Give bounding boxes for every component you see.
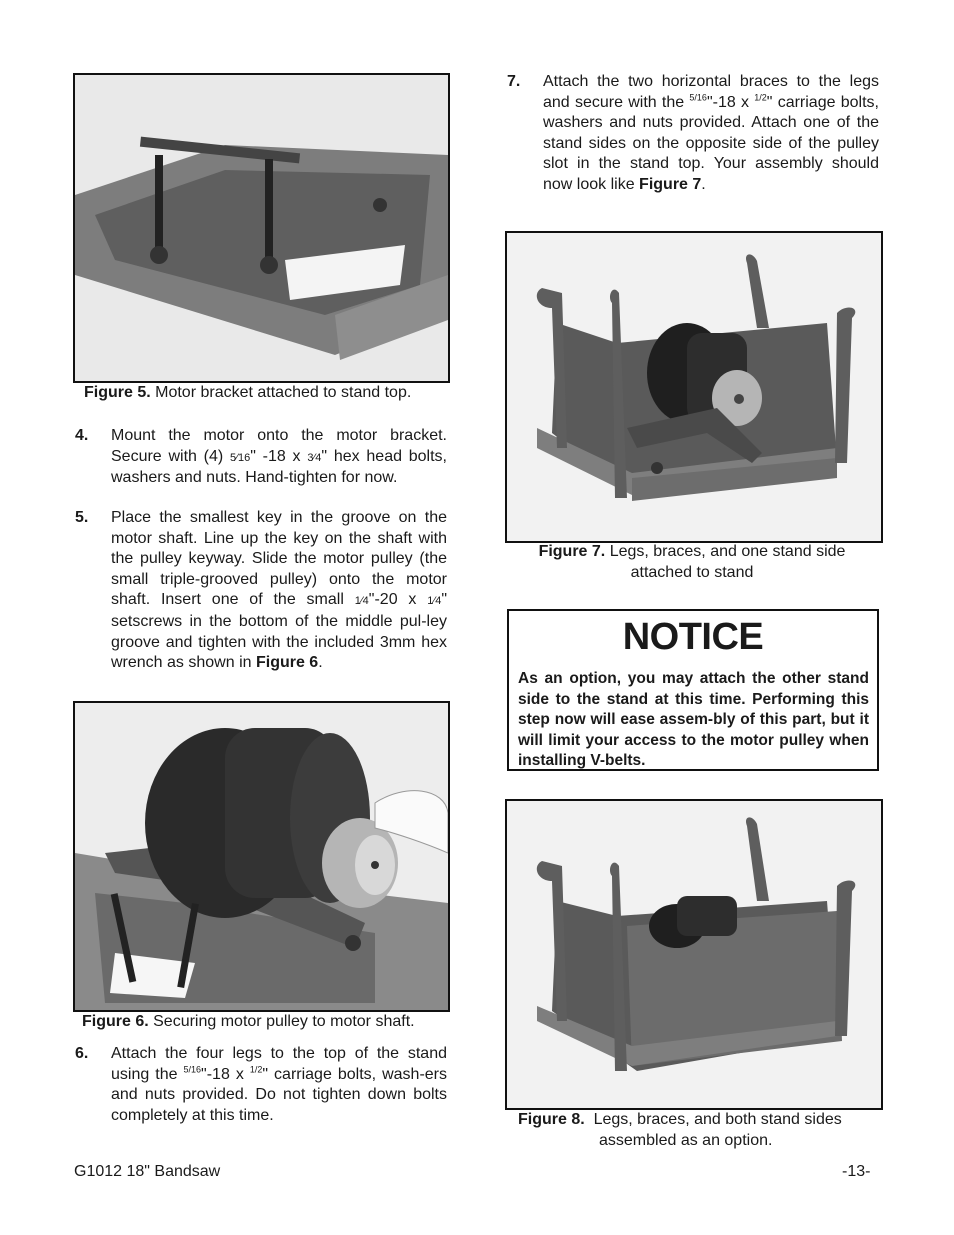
figure-7-label: Figure 7.: [538, 543, 606, 560]
notice-body: As an option, you may attach the other stand side to the stand at this time. Performing this step now will ease assem-bly of this part, but it will limit your access to the motor pulley when installing V-belts.: [518, 670, 869, 770]
figure-5-photo: [73, 73, 450, 383]
figure-6-reference: Figure 6: [255, 654, 319, 672]
step-text: Attach the four legs to the top of the stand using the $^{5/16}$"-18 x $^{1/2}$" carriage bolts, wash-ers and nuts provided. Do not tighten down bolts completely at this time.: [111, 1045, 447, 1124]
footer-title: G1012 18" Bandsaw: [74, 1163, 221, 1180]
step-number: 5.: [75, 509, 89, 526]
figure-8-photo: [505, 799, 883, 1110]
figure-7-text-line2: attached to stand: [630, 564, 754, 581]
figure-7-caption: [505, 541, 879, 583]
figure-8-text-line2: assembled as an option.: [599, 1132, 773, 1149]
figure-6-label: Figure 6.: [82, 1013, 149, 1030]
figure-6-photo: [73, 701, 450, 1012]
figure-7-photo: [505, 231, 883, 543]
step-text: Place the smallest key in the groove on the motor shaft. Line up the key on the shaft with the pulley keyway. Slide the motor pulley (the small triple-grooved pulley) onto the motor shaft. Insert one of the small 1⁄4"-20 x 1⁄4" setscrews in the bottom of the middle pul-ley groove and tighten with the included 3mm hex wrench as shown in Figure 6.: [111, 509, 447, 672]
step-text: Mount the motor onto the motor bracket. Secure with (4) 5⁄16" -18 x 3⁄4" hex head bolts, washers and nuts. Hand-tighten for now.: [111, 427, 447, 487]
step-number: 6.: [75, 1045, 89, 1062]
figure-7-reference: Figure 7: [639, 175, 702, 193]
notice-title: NOTICE: [622, 616, 764, 658]
figure-8-text: Legs, braces, and both stand sides: [584, 1111, 842, 1128]
step-text: Attach the two horizontal braces to the legs and secure with the $^{5/16}$"-18 x $^{1/2}$" carriage bolts, washers and nuts provided. Attach one of the stand sides on the opposite side of the pulley slot in the stand top. Your assembly should now look like Figure 7.: [543, 73, 879, 193]
figure-5-text: Motor bracket attached to stand top.: [150, 384, 412, 401]
figure-6-caption: [82, 1011, 415, 1032]
page-number: -13-: [842, 1163, 871, 1180]
figure-5-caption: [84, 382, 411, 403]
figure-8-caption: [518, 1109, 842, 1151]
figure-6-text: Securing motor pulley to motor shaft.: [148, 1013, 415, 1030]
figure-7-text: Legs, braces, and one stand side: [605, 543, 846, 560]
notice-box: [507, 609, 879, 771]
step-number: 7.: [507, 73, 521, 90]
figure-8-label: Figure 8.: [518, 1111, 585, 1128]
step-4: [75, 426, 447, 490]
step-7: [507, 72, 879, 200]
figure-5-label: Figure 5.: [84, 384, 151, 401]
step-6: [75, 1044, 447, 1129]
step-number: 4.: [75, 427, 89, 444]
step-5: [75, 508, 447, 678]
